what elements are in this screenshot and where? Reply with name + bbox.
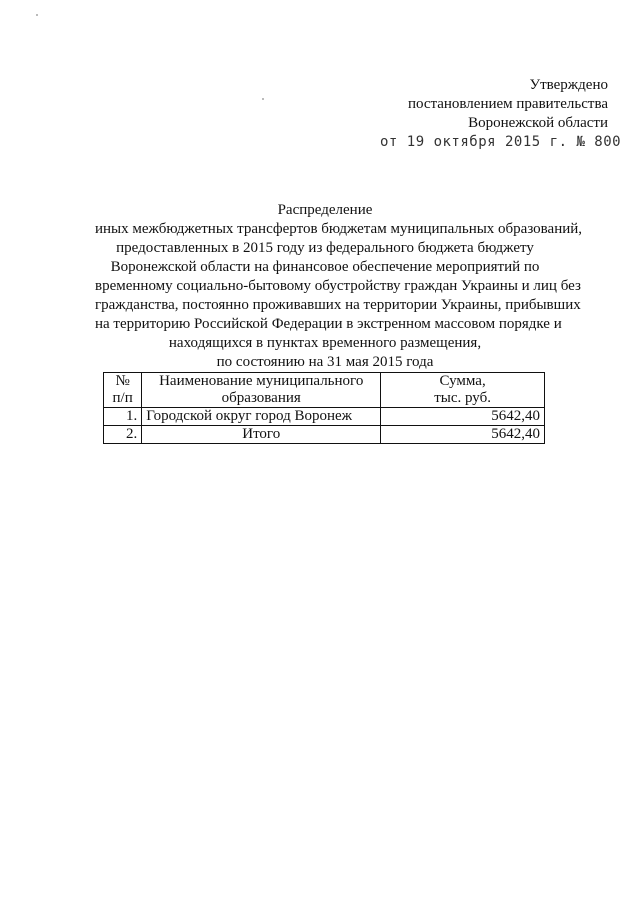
header-name: Наименование муниципального образования [142, 373, 381, 408]
document-heading [95, 201, 583, 372]
table-row [104, 408, 545, 426]
approval-title: Утверждено [529, 77, 608, 93]
heading-line: на территорию Российской Федерации в экстренном массовом порядке и [95, 316, 562, 332]
row-sum: 5642,40 [381, 426, 545, 444]
heading-title: Распределение [277, 202, 373, 218]
approval-block [408, 76, 608, 133]
header-sum: Сумма, тыс. руб. [381, 373, 545, 408]
heading-line: иных межбюджетных трансфертов бюджетам муниципальных образований, [95, 221, 583, 237]
heading-line: находящихся в пунктах временного размещения, [168, 335, 482, 351]
row-name: Итого [142, 426, 381, 444]
row-sum: 5642,40 [381, 408, 545, 426]
row-name: Городской округ город Воронеж [142, 408, 381, 426]
decree-stamp: от 19 октября 2015 г. № 800 [380, 134, 622, 150]
approval-resolution: постановлением правительства [407, 96, 608, 112]
scan-speck [36, 14, 38, 16]
distribution-table [103, 372, 545, 444]
table-row [104, 426, 545, 444]
header-num: № п/п [104, 373, 142, 408]
heading-date-line: по состоянию на 31 мая 2015 года [216, 354, 434, 370]
row-num: 2. [104, 426, 142, 444]
heading-line: предоставленных в 2015 году из федерального бюджета бюджету [116, 240, 534, 256]
heading-line: временному социально-бытовому обустройству граждан Украины и лиц без [95, 278, 581, 294]
row-num: 1. [104, 408, 142, 426]
heading-line: гражданства, постоянно проживавших на территории Украины, прибывших [95, 297, 581, 313]
approval-region: Воронежской области [468, 115, 608, 131]
table-header-row [104, 373, 545, 408]
heading-line: Воронежской области на финансовое обеспечение мероприятий по [110, 259, 540, 275]
scan-speck [262, 98, 264, 100]
